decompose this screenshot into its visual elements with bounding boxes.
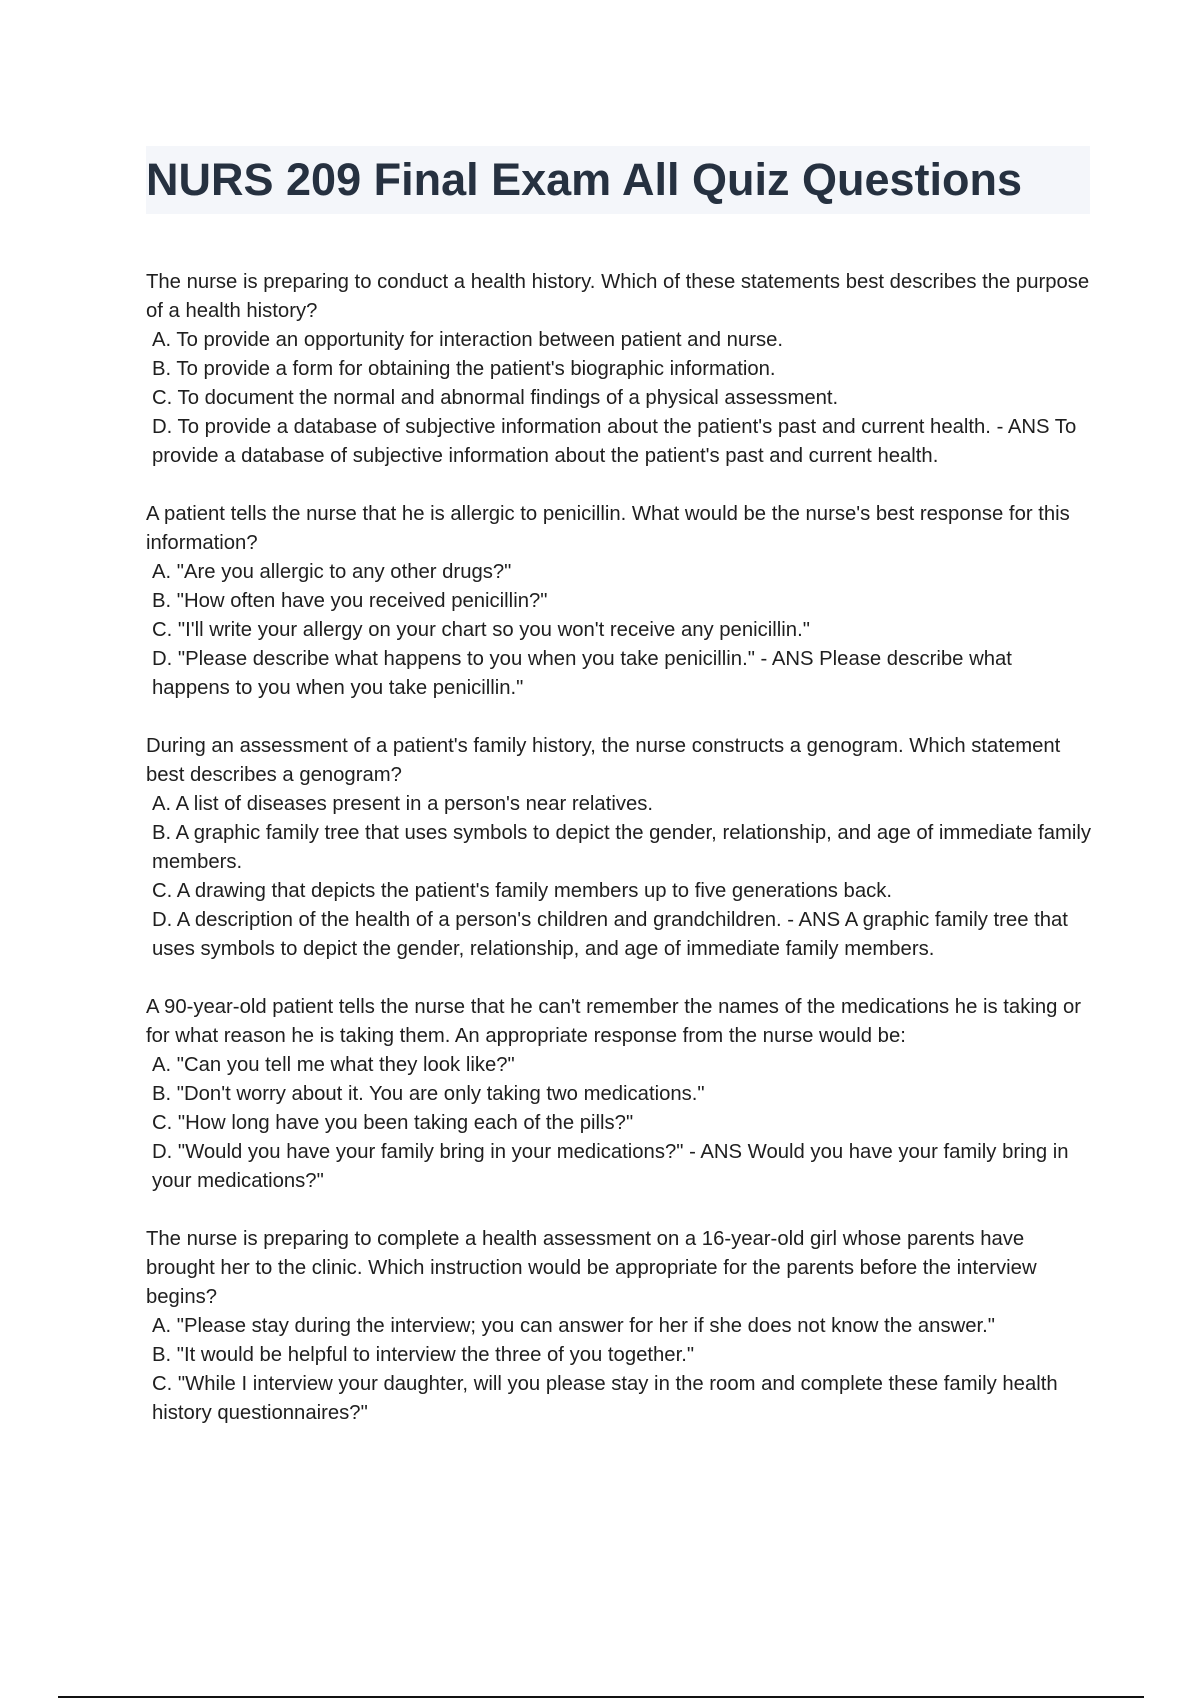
option-a: A. "Please stay during the interview; you can answer for her if she does not know the answer." <box>152 1315 995 1337</box>
question-1 <box>146 268 1094 471</box>
option-a: A. "Can you tell me what they look like?" <box>152 1054 515 1076</box>
question-2 <box>146 500 1094 703</box>
option-d-with-answer: D. A description of the health of a person's children and grandchildren. - ANS A graphic family tree that uses symbols to depict the gender, relationship, and age of immediate family members. <box>152 909 1068 960</box>
question-5 <box>146 1225 1094 1428</box>
option-c: C. "While I interview your daughter, will you please stay in the room and complete these family health history questionnaires?" <box>152 1373 1058 1424</box>
option-d-with-answer: D. To provide a database of subjective information about the patient's past and current health. - ANS To provide a database of subjective information about the patient's past and current health. <box>152 416 1077 467</box>
option-b: B. To provide a form for obtaining the patient's biographic information. <box>152 358 776 380</box>
option-b: B. A graphic family tree that uses symbols to depict the gender, relationship, and age of immediate family members. <box>152 822 1092 873</box>
option-b: B. "How often have you received penicillin?" <box>152 590 548 612</box>
title-band <box>146 146 1090 214</box>
option-a: A. To provide an opportunity for interaction between patient and nurse. <box>152 329 784 351</box>
option-c: C. "How long have you been taking each of the pills?" <box>152 1112 634 1134</box>
option-d-with-answer: D. "Would you have your family bring in your medications?" - ANS Would you have your family bring in your medications?" <box>152 1141 1069 1192</box>
option-a: A. A list of diseases present in a person's near relatives. <box>152 793 654 815</box>
question-stem: A patient tells the nurse that he is allergic to penicillin. What would be the nurse's best response for this information? <box>146 503 1070 554</box>
question-stem: During an assessment of a patient's family history, the nurse constructs a genogram. Which statement best describes a genogram? <box>146 735 1061 786</box>
option-b: B. "Don't worry about it. You are only taking two medications." <box>152 1083 705 1105</box>
option-c: C. "I'll write your allergy on your chart so you won't receive any penicillin." <box>152 619 810 641</box>
option-d-with-answer: D. "Please describe what happens to you when you take penicillin." - ANS Please describe what happens to you when you take penicillin." <box>152 648 1012 699</box>
question-stem: The nurse is preparing to conduct a health history. Which of these statements best describes the purpose of a health history? <box>146 271 1090 322</box>
option-c: C. To document the normal and abnormal findings of a physical assessment. <box>152 387 839 409</box>
question-stem: The nurse is preparing to complete a health assessment on a 16-year-old girl whose parents have brought her to the clinic. Which instruction would be appropriate for the parents before the interview begins? <box>146 1228 1037 1308</box>
option-b: B. "It would be helpful to interview the three of you together." <box>152 1344 695 1366</box>
page-title: NURS 209 Final Exam All Quiz Questions <box>146 154 1023 205</box>
option-c: C. A drawing that depicts the patient's family members up to five generations back. <box>152 880 893 902</box>
question-3 <box>146 732 1094 964</box>
question-4 <box>146 993 1094 1196</box>
page-bottom-divider <box>58 1696 1144 1698</box>
question-stem: A 90-year-old patient tells the nurse that he can't remember the names of the medications he is taking or for what reason he is taking them. An appropriate response from the nurse would be: <box>146 996 1082 1047</box>
question-list <box>146 268 1094 1457</box>
option-a: A. "Are you allergic to any other drugs?" <box>152 561 512 583</box>
